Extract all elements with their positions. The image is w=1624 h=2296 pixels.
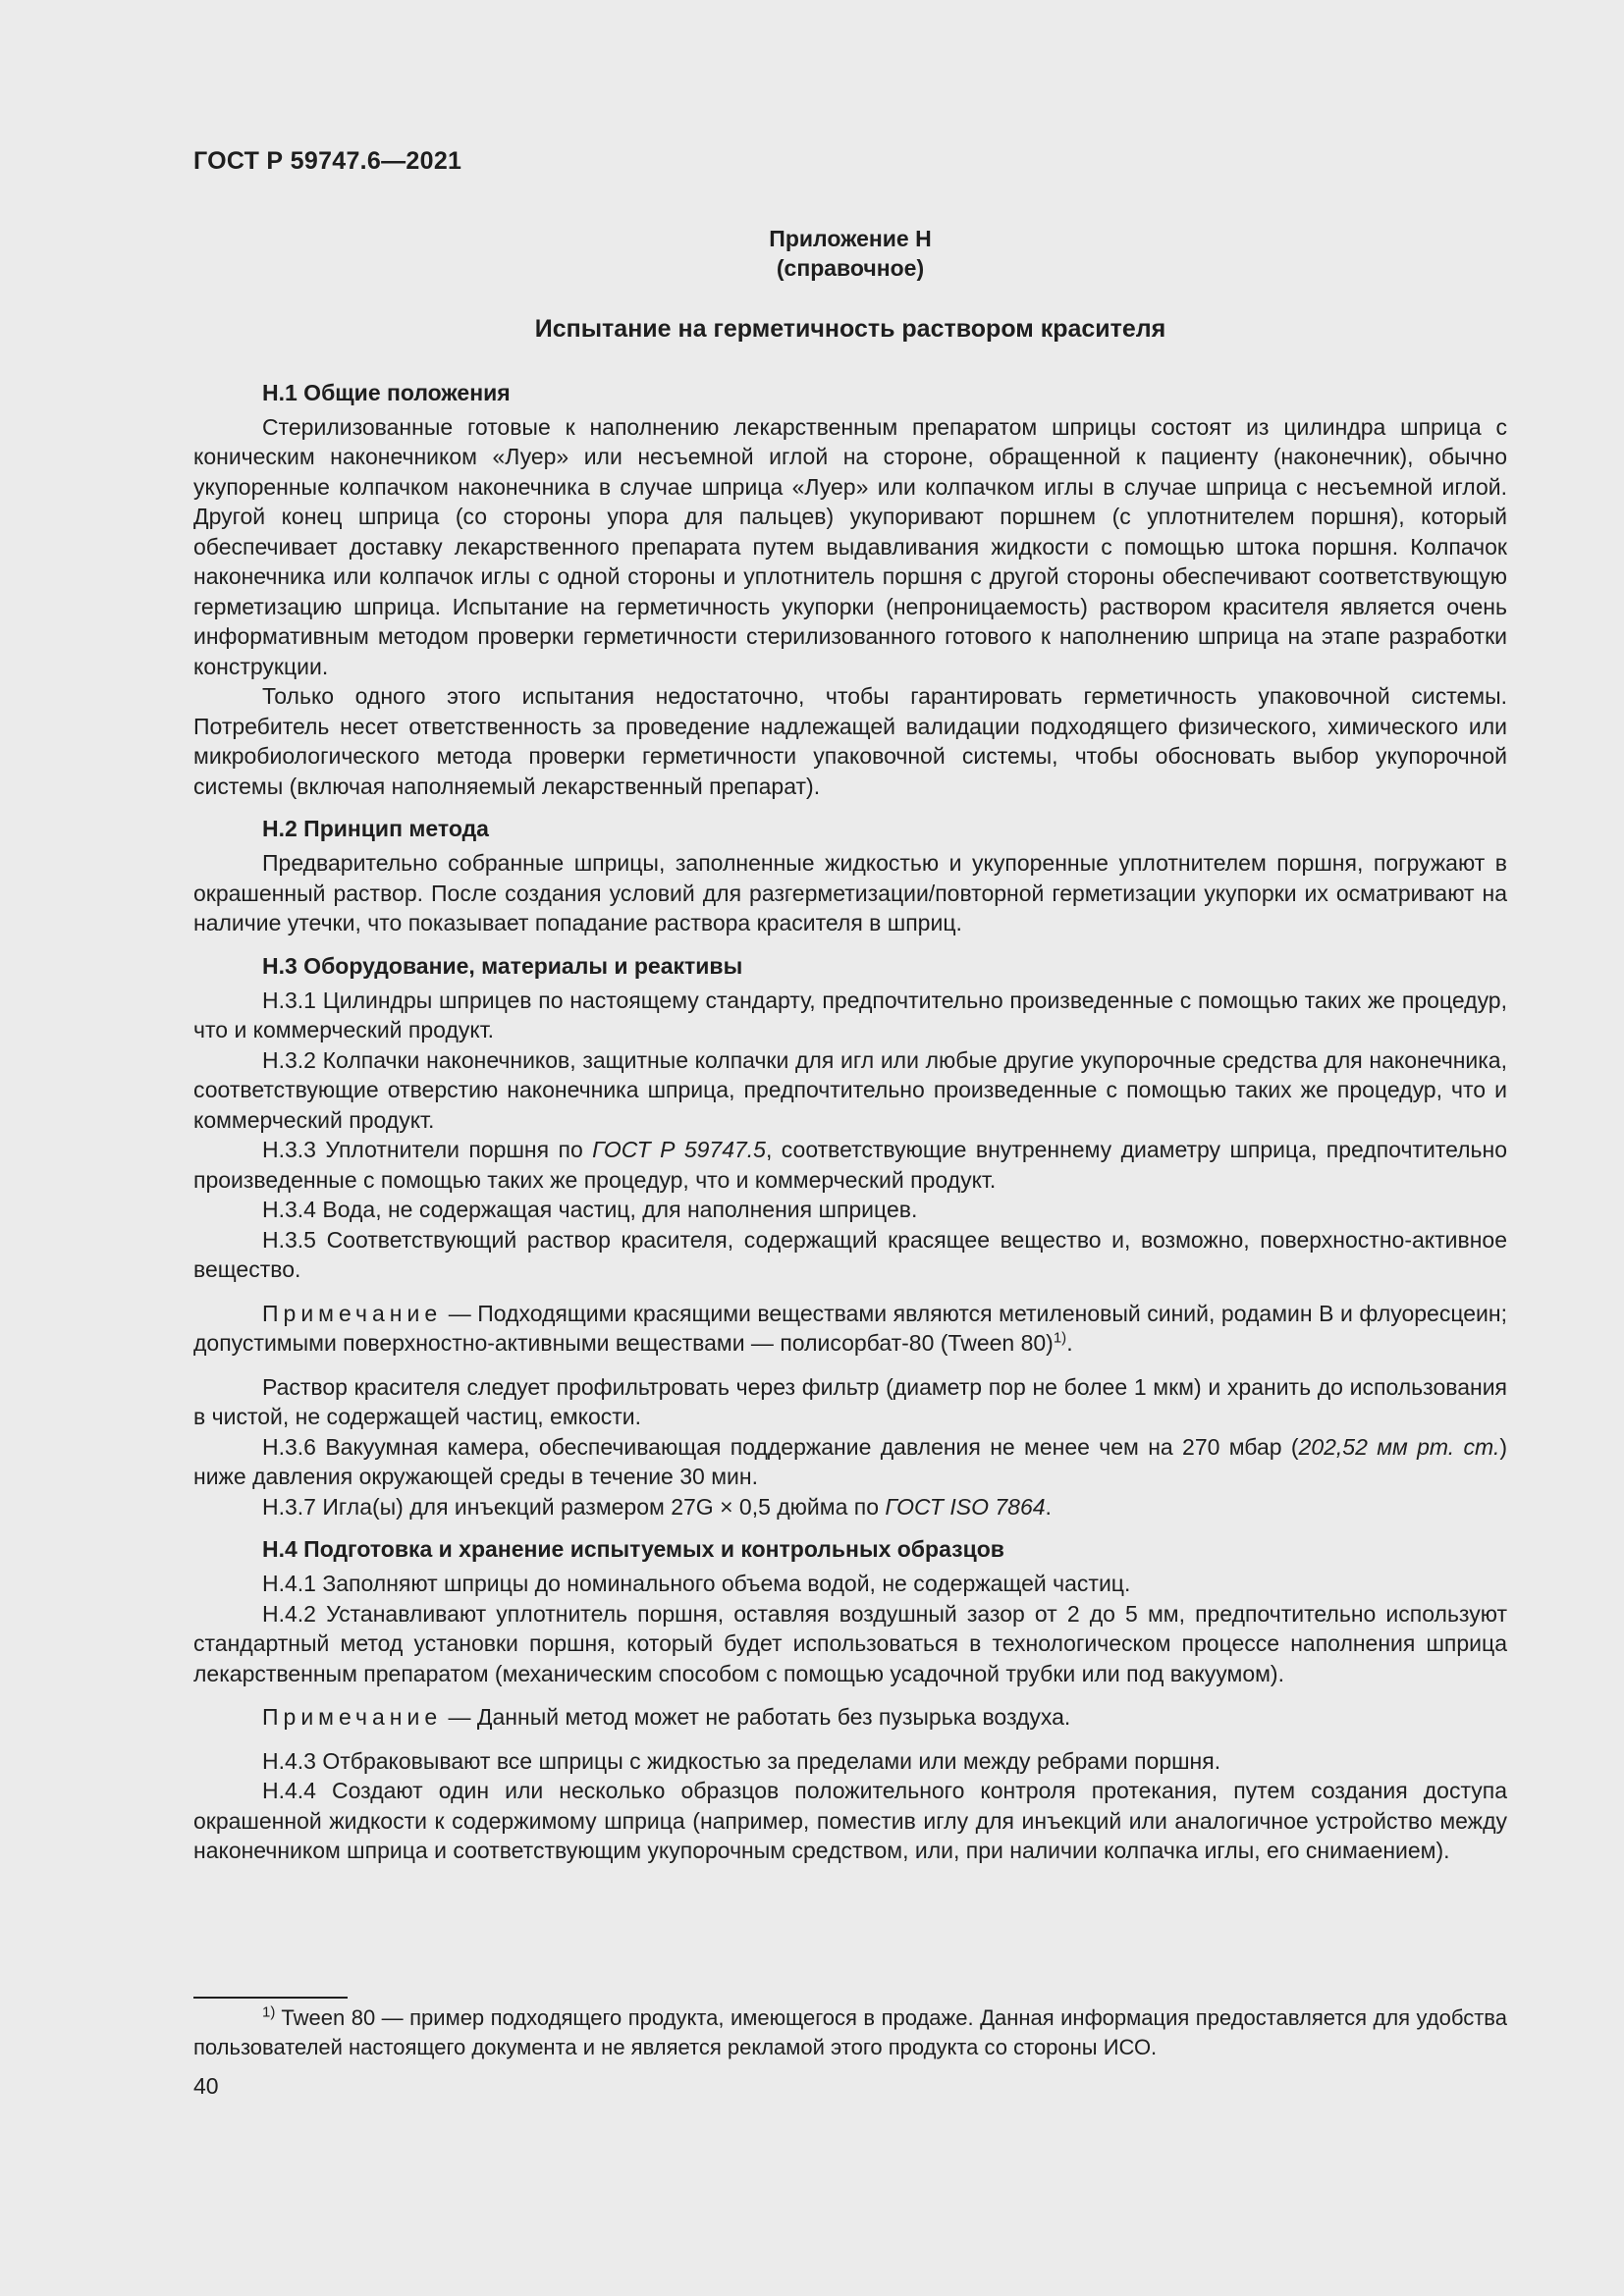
annex-type: (справочное) — [776, 255, 925, 281]
clause-h3-5: Н.3.5 Соответствующий раствор красителя, содержащий красящее вещество и, возможно, поверхностно-активное вещество. — [193, 1226, 1507, 1282]
footnote-ref: 1) — [1053, 1329, 1067, 1347]
note: Примечание — Данный метод может не работать без пузырька воздуха. — [262, 1704, 1071, 1730]
paragraph: Раствор красителя следует профильтровать через фильтр (диаметр пор не более 1 мкм) и хранить до использования в чистой, не содержащей частиц, емкости. — [193, 1373, 1507, 1429]
section-heading-h4: Н.4 Подготовка и хранение испытуемых и контрольных образцов — [262, 1536, 1004, 1562]
paragraph: Только одного этого испытания недостаточно, чтобы гарантировать герметичность упаковочной системы. Потребитель несет ответственность за проведение надлежащей валидации подходящего физического, химического или микробиологического метода проверки герметичности упаковочной системы, чтобы обосновать выбор укупорочной системы (включая наполняемый лекарственный препарат). — [193, 683, 1507, 799]
clause-h3-3: Н.3.3 Уплотнители поршня по ГОСТ Р 59747.5, соответствующие внутреннему диаметру шприца, предпочтительно произведенные с помощью таких же процедур, что и коммерческий продукт. — [193, 1137, 1508, 1193]
page-content — [193, 224, 1507, 1866]
clause-h3-4: Н.3.4 Вода, не содержащая частиц, для наполнения шприцев. — [262, 1197, 918, 1222]
paragraph: Предварительно собранные шприцы, заполненные жидкостью и укупоренные уплотнителем поршня, погружают в окрашенный раствор. После создания условий для разгерметизации/повторной герметизации укупорки их осматривают на наличие утечки, что показывает попадание раствора красителя в шприц. — [193, 850, 1507, 935]
paragraph: Стерилизованные готовые к наполнению лекарственным препаратом шприцы состоят из цилиндра шприца с коническим наконечником «Луер» или несъемной иглой на стороне, обращенной к пациенту (наконечник), обычно укупоренные колпачком наконечника в случае шприца «Луер» или колпачком иглы в случае шприца с несъемной иглой. Другой конец шприца (со стороны упора для пальцев) укупоривают поршнем (с уплотнителем поршня), который обеспечивает доставку лекарственного препарата путем выдавливания жидкости с помощью штока поршня. Колпачок наконечника или колпачок иглы с одной стороны и уплотнитель поршня с другой стороны обеспечивают соответствующую герметизацию шприца. Испытание на герметичность укупорки (непроницаемость) раствором красителя является очень информативным методом проверки герметичности стерилизованного готового к наполнению шприца на этапе разработки конструкции. — [193, 413, 1507, 679]
note-label: Примечание — [262, 1300, 443, 1326]
annex-label: Приложение Н — [769, 226, 932, 251]
section-heading-h2: Н.2 Принцип метода — [262, 816, 489, 841]
clause-h3-6: Н.3.6 Вакуумная камера, обеспечивающая поддержание давления не менее чем на 270 мбар (202,52 мм рт. ст.) ниже давления окружающей среды в течение 30 мин. — [193, 1433, 1508, 1489]
standard-code: ГОСТ Р 59747.6—2021 — [193, 147, 462, 175]
footnote-divider — [193, 1997, 348, 1999]
footnote-marker: 1) — [262, 2003, 276, 2021]
section-heading-h1: Н.1 Общие положения — [262, 379, 511, 405]
clause-h3-1: Н.3.1 Цилиндры шприцев по настоящему стандарту, предпочтительно произведенные с помощью таких же процедур, что и коммерческий продукт. — [193, 987, 1507, 1042]
note-label: Примечание — [262, 1704, 443, 1730]
section-heading-h3: Н.3 Оборудование, материалы и реактивы — [262, 952, 743, 979]
note: Примечание — Подходящими красящими веществами являются метиленовый синий, родамин В и флуоресцеин; допустимыми поверхностно-активными веществами — полисорбат-80 (Tween 80)$^{1)}$. — [193, 1300, 1507, 1356]
clause-h3-2: Н.3.2 Колпачки наконечников, защитные колпачки для игл или любые другие укупорочные средства для наконечника, соответствующие отверстию наконечника шприца, предпочтительно произведенные с помощью таких же процедур, что и коммерческий продукт. — [193, 1046, 1507, 1133]
annex-title: Испытание на герметичность раствором красителя — [534, 315, 1166, 343]
footnote: $^{1)}$ Tween 80 — пример подходящего продукта, имеющегося в продаже. Данная информация предоставляется для удобства пользователей настоящего документа и не является рекламой этого продукта со стороны ИСО. — [193, 2003, 1507, 2059]
clause-h3-7: Н.3.7 Игла(ы) для инъекций размером 27G × 0,5 дюйма по ГОСТ ISO 7864. — [262, 1493, 1052, 1520]
clause-h4-3: Н.4.3 Отбраковывают все шприцы с жидкостью за пределами или между ребрами поршня. — [262, 1747, 1221, 1774]
clause-h4-1: Н.4.1 Заполняют шприцы до номинального объема водой, не содержащей частиц. — [262, 1571, 1131, 1596]
clause-h4-4: Н.4.4 Создают один или несколько образцов положительного контроля протекания, путем создания доступа окрашенной жидкости к содержимому шприца (например, поместив иглу для инъекций или аналогичное устройство между наконечником шприца и соответствующим укупорочным средством, или, при наличии колпачка иглы, его снимаением). — [193, 1778, 1507, 1863]
page-number: 40 — [193, 2073, 219, 2099]
standard-reference: ГОСТ Р 59747.5 — [592, 1137, 766, 1162]
clause-h4-2: Н.4.2 Устанавливают уплотнитель поршня, оставляя воздушный зазор от 2 до 5 мм, предпочтительно используют стандартный метод установки поршня, который будет использоваться в технологическом процессе наполнения шприца лекарственным препаратом (механическим способом с помощью усадочной трубки или под вакуумом). — [193, 1600, 1507, 1686]
standard-reference: ГОСТ ISO 7864 — [885, 1493, 1046, 1520]
pressure-value: 202,52 мм рт. ст. — [1298, 1433, 1500, 1460]
